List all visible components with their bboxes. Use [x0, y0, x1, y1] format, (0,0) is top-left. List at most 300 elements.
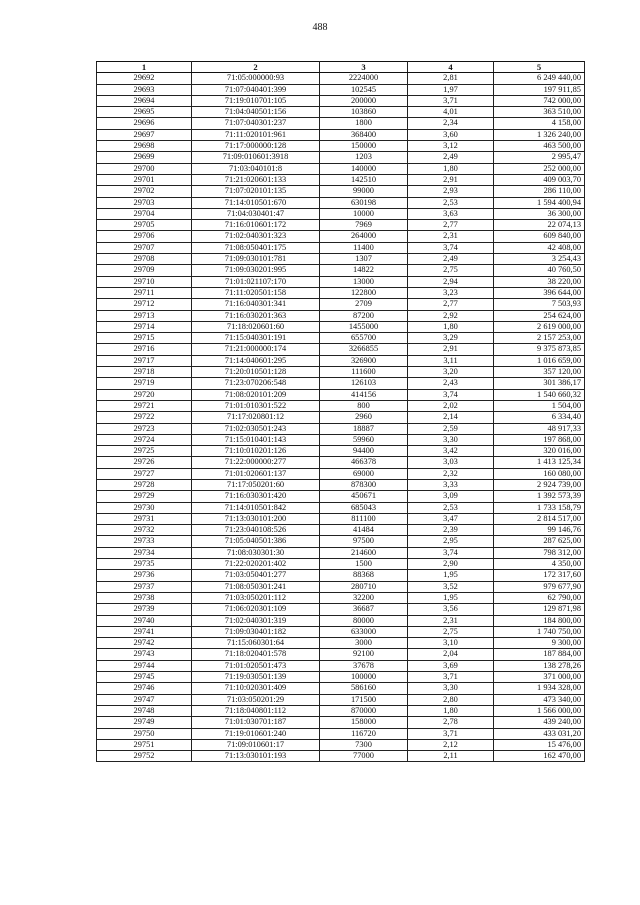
value-cell: 409 003,70 — [494, 174, 585, 185]
value-cell: 433 031,20 — [494, 728, 585, 739]
value-cell: 252 000,00 — [494, 163, 585, 174]
value-cell: 1 740 750,00 — [494, 626, 585, 637]
rate-cell: 3,71 — [408, 95, 494, 106]
value-cell: 160 080,00 — [494, 468, 585, 479]
row-number-cell: 29720 — [97, 389, 192, 400]
area-cell: 37678 — [320, 660, 408, 671]
area-cell: 99000 — [320, 186, 408, 197]
table-row — [97, 412, 585, 423]
row-number-cell: 29729 — [97, 491, 192, 502]
row-number-cell: 29749 — [97, 717, 192, 728]
cadastral-number-cell: 71:22:020201:402 — [192, 559, 320, 570]
rate-cell: 2,32 — [408, 468, 494, 479]
value-cell: 2 995,47 — [494, 152, 585, 163]
table-row — [97, 208, 585, 219]
table-row — [97, 513, 585, 524]
rate-cell: 3,30 — [408, 434, 494, 445]
table-row — [97, 231, 585, 242]
value-cell: 1 392 573,39 — [494, 491, 585, 502]
row-number-cell: 29718 — [97, 367, 192, 378]
area-cell: 685043 — [320, 502, 408, 513]
row-number-cell: 29734 — [97, 547, 192, 558]
table-row — [97, 446, 585, 457]
rate-cell: 3,71 — [408, 728, 494, 739]
value-cell: 1 733 158,79 — [494, 502, 585, 513]
cadastral-number-cell: 71:13:030101:200 — [192, 513, 320, 524]
cadastral-number-cell: 71:08:050301:241 — [192, 581, 320, 592]
area-cell: 88368 — [320, 570, 408, 581]
table-row — [97, 581, 585, 592]
cadastral-number-cell: 71:19:030501:139 — [192, 672, 320, 683]
cadastral-number-cell: 71:13:030101:193 — [192, 751, 320, 762]
rate-cell: 3,42 — [408, 446, 494, 457]
row-number-cell: 29736 — [97, 570, 192, 581]
cadastral-number-cell: 71:09:030101:781 — [192, 254, 320, 265]
rate-cell: 3,33 — [408, 479, 494, 490]
rate-cell: 3,12 — [408, 141, 494, 152]
table-row — [97, 333, 585, 344]
table-row — [97, 389, 585, 400]
cadastral-number-cell: 71:19:010601:240 — [192, 728, 320, 739]
area-cell: 1203 — [320, 152, 408, 163]
column-header-5: 5 — [494, 62, 585, 73]
rate-cell: 2,12 — [408, 739, 494, 750]
value-cell: 36 300,00 — [494, 208, 585, 219]
table-row — [97, 536, 585, 547]
rate-cell: 2,49 — [408, 254, 494, 265]
table-row — [97, 559, 585, 570]
table-row — [97, 615, 585, 626]
rate-cell: 2,77 — [408, 299, 494, 310]
cadastral-number-cell: 71:04:040501:156 — [192, 107, 320, 118]
table-row — [97, 220, 585, 231]
rate-cell: 3,20 — [408, 367, 494, 378]
area-cell: 630198 — [320, 197, 408, 208]
column-header-3: 3 — [320, 62, 408, 73]
row-number-cell: 29727 — [97, 468, 192, 479]
column-header-4: 4 — [408, 62, 494, 73]
rate-cell: 3,69 — [408, 660, 494, 671]
rate-cell: 3,10 — [408, 638, 494, 649]
table-row — [97, 649, 585, 660]
value-cell: 9 300,00 — [494, 638, 585, 649]
area-cell: 59960 — [320, 434, 408, 445]
table-row — [97, 728, 585, 739]
row-number-cell: 29710 — [97, 276, 192, 287]
value-cell: 7 503,93 — [494, 299, 585, 310]
table-row — [97, 344, 585, 355]
rate-cell: 2,91 — [408, 174, 494, 185]
table-row — [97, 242, 585, 253]
cadastral-number-cell: 71:19:010701:105 — [192, 95, 320, 106]
rate-cell: 3,74 — [408, 547, 494, 558]
row-number-cell: 29742 — [97, 638, 192, 649]
row-number-cell: 29735 — [97, 559, 192, 570]
area-cell: 214600 — [320, 547, 408, 558]
area-cell: 280710 — [320, 581, 408, 592]
table-row — [97, 479, 585, 490]
area-cell: 800 — [320, 400, 408, 411]
rate-cell: 3,74 — [408, 389, 494, 400]
page-number: 488 — [312, 22, 328, 33]
value-cell: 197 868,00 — [494, 434, 585, 445]
row-number-cell: 29730 — [97, 502, 192, 513]
rate-cell: 4,01 — [408, 107, 494, 118]
area-cell: 264000 — [320, 231, 408, 242]
area-cell: 7300 — [320, 739, 408, 750]
value-cell: 4 350,00 — [494, 559, 585, 570]
row-number-cell: 29732 — [97, 525, 192, 536]
row-number-cell: 29702 — [97, 186, 192, 197]
cadastral-number-cell: 71:01:010301:522 — [192, 400, 320, 411]
area-cell: 142510 — [320, 174, 408, 185]
row-number-cell: 29752 — [97, 751, 192, 762]
area-cell: 633000 — [320, 626, 408, 637]
rate-cell: 2,31 — [408, 231, 494, 242]
cadastral-number-cell: 71:14:010501:670 — [192, 197, 320, 208]
rate-cell: 1,80 — [408, 321, 494, 332]
table-row — [97, 705, 585, 716]
area-cell: 116720 — [320, 728, 408, 739]
rate-cell: 2,81 — [408, 73, 494, 84]
row-number-cell: 29694 — [97, 95, 192, 106]
value-cell: 62 790,00 — [494, 592, 585, 603]
area-cell: 94400 — [320, 446, 408, 457]
table-row — [97, 592, 585, 603]
cadastral-number-cell: 71:09:030401:182 — [192, 626, 320, 637]
cadastral-number-cell: 71:15:060301:64 — [192, 638, 320, 649]
area-cell: 36687 — [320, 604, 408, 615]
rate-cell: 2,59 — [408, 423, 494, 434]
cadastral-number-cell: 71:03:050401:277 — [192, 570, 320, 581]
value-cell: 6 249 440,00 — [494, 73, 585, 84]
value-cell: 1 504,00 — [494, 400, 585, 411]
rate-cell: 3,30 — [408, 683, 494, 694]
value-cell: 197 911,85 — [494, 84, 585, 95]
cadastral-number-cell: 71:05:040501:386 — [192, 536, 320, 547]
row-number-cell: 29697 — [97, 129, 192, 140]
cadastral-number-cell: 71:06:020301:109 — [192, 604, 320, 615]
cadastral-number-cell: 71:04:030401:47 — [192, 208, 320, 219]
row-number-cell: 29705 — [97, 220, 192, 231]
cadastral-number-cell: 71:22:000000:277 — [192, 457, 320, 468]
area-cell: 586160 — [320, 683, 408, 694]
rate-cell: 3,56 — [408, 604, 494, 615]
cadastral-number-cell: 71:15:010401:143 — [192, 434, 320, 445]
value-cell: 1 934 328,00 — [494, 683, 585, 694]
value-cell: 396 644,00 — [494, 287, 585, 298]
cadastral-number-cell: 71:10:010201:126 — [192, 446, 320, 457]
cadastral-number-cell: 71:23:070206:548 — [192, 378, 320, 389]
area-cell: 3000 — [320, 638, 408, 649]
cadastral-number-cell: 71:09:010601:17 — [192, 739, 320, 750]
area-cell: 200000 — [320, 95, 408, 106]
cadastral-number-cell: 71:10:020301:409 — [192, 683, 320, 694]
rate-cell: 2,02 — [408, 400, 494, 411]
cadastral-number-cell: 71:01:021107:170 — [192, 276, 320, 287]
table-row — [97, 751, 585, 762]
value-cell: 162 470,00 — [494, 751, 585, 762]
rate-cell: 1,95 — [408, 592, 494, 603]
cadastral-number-cell: 71:09:010601:3918 — [192, 152, 320, 163]
cadastral-number-cell: 71:21:000000:174 — [192, 344, 320, 355]
cadastral-number-cell: 71:02:030501:243 — [192, 423, 320, 434]
area-cell: 87200 — [320, 310, 408, 321]
area-cell: 2224000 — [320, 73, 408, 84]
area-cell: 1800 — [320, 118, 408, 129]
table-row — [97, 683, 585, 694]
cadastral-number-cell: 71:08:030301:30 — [192, 547, 320, 558]
area-cell: 171500 — [320, 694, 408, 705]
area-cell: 1500 — [320, 559, 408, 570]
value-cell: 320 016,00 — [494, 446, 585, 457]
table-row — [97, 254, 585, 265]
rate-cell: 3,74 — [408, 242, 494, 253]
value-cell: 254 624,00 — [494, 310, 585, 321]
value-cell: 287 625,00 — [494, 536, 585, 547]
value-cell: 371 000,00 — [494, 672, 585, 683]
row-number-cell: 29733 — [97, 536, 192, 547]
table-row — [97, 717, 585, 728]
table-row — [97, 73, 585, 84]
value-cell: 4 158,00 — [494, 118, 585, 129]
area-cell: 150000 — [320, 141, 408, 152]
row-number-cell: 29709 — [97, 265, 192, 276]
cadastral-number-cell: 71:01:030701:187 — [192, 717, 320, 728]
row-number-cell: 29750 — [97, 728, 192, 739]
row-number-cell: 29692 — [97, 73, 192, 84]
value-cell: 22 074,13 — [494, 220, 585, 231]
cadastral-number-cell: 71:16:030301:420 — [192, 491, 320, 502]
value-cell: 979 677,90 — [494, 581, 585, 592]
row-number-cell: 29714 — [97, 321, 192, 332]
area-cell: 450671 — [320, 491, 408, 502]
area-cell: 111600 — [320, 367, 408, 378]
rate-cell: 1,97 — [408, 84, 494, 95]
table-row — [97, 265, 585, 276]
table-row — [97, 468, 585, 479]
rate-cell: 2,75 — [408, 265, 494, 276]
table-row — [97, 129, 585, 140]
table-row — [97, 84, 585, 95]
rate-cell: 2,14 — [408, 412, 494, 423]
cadastral-number-cell: 71:07:040401:399 — [192, 84, 320, 95]
rate-cell: 2,77 — [408, 220, 494, 231]
area-cell: 18887 — [320, 423, 408, 434]
value-cell: 286 110,00 — [494, 186, 585, 197]
rate-cell: 3,71 — [408, 672, 494, 683]
row-number-cell: 29723 — [97, 423, 192, 434]
rate-cell: 1,80 — [408, 705, 494, 716]
rate-cell: 2,39 — [408, 525, 494, 536]
area-cell: 69000 — [320, 468, 408, 479]
area-cell: 878300 — [320, 479, 408, 490]
cadastral-number-cell: 71:03:050201:29 — [192, 694, 320, 705]
table-row — [97, 310, 585, 321]
value-cell: 357 120,00 — [494, 367, 585, 378]
rate-cell: 2,43 — [408, 378, 494, 389]
table-row — [97, 525, 585, 536]
value-cell: 129 871,98 — [494, 604, 585, 615]
value-cell: 609 840,00 — [494, 231, 585, 242]
value-cell: 38 220,00 — [494, 276, 585, 287]
value-cell: 1 326 240,00 — [494, 129, 585, 140]
row-number-cell: 29743 — [97, 649, 192, 660]
row-number-cell: 29745 — [97, 672, 192, 683]
value-cell: 1 566 000,00 — [494, 705, 585, 716]
row-number-cell: 29746 — [97, 683, 192, 694]
table-row — [97, 186, 585, 197]
row-number-cell: 29724 — [97, 434, 192, 445]
area-cell: 32200 — [320, 592, 408, 603]
rate-cell: 2,31 — [408, 615, 494, 626]
rate-cell: 2,94 — [408, 276, 494, 287]
row-number-cell: 29726 — [97, 457, 192, 468]
value-cell: 184 800,00 — [494, 615, 585, 626]
row-number-cell: 29704 — [97, 208, 192, 219]
area-cell: 7969 — [320, 220, 408, 231]
row-number-cell: 29706 — [97, 231, 192, 242]
rate-cell: 2,53 — [408, 502, 494, 513]
area-cell: 80000 — [320, 615, 408, 626]
table-row — [97, 378, 585, 389]
value-cell: 1 016 659,00 — [494, 355, 585, 366]
rate-cell: 3,29 — [408, 333, 494, 344]
rate-cell: 3,63 — [408, 208, 494, 219]
rate-cell: 3,03 — [408, 457, 494, 468]
row-number-cell: 29744 — [97, 660, 192, 671]
area-cell: 97500 — [320, 536, 408, 547]
table-row — [97, 163, 585, 174]
cadastral-number-cell: 71:18:040801:112 — [192, 705, 320, 716]
rate-cell: 2,53 — [408, 197, 494, 208]
value-cell: 2 157 253,00 — [494, 333, 585, 344]
area-cell: 122800 — [320, 287, 408, 298]
rate-cell: 2,93 — [408, 186, 494, 197]
row-number-cell: 29738 — [97, 592, 192, 603]
cadastral-number-cell: 71:11:020101:961 — [192, 129, 320, 140]
cadastral-number-cell: 71:18:020601:60 — [192, 321, 320, 332]
value-cell: 1 594 400,94 — [494, 197, 585, 208]
column-header-2: 2 — [192, 62, 320, 73]
table-row — [97, 423, 585, 434]
rate-cell: 2,91 — [408, 344, 494, 355]
area-cell: 466378 — [320, 457, 408, 468]
rate-cell: 2,11 — [408, 751, 494, 762]
table-row — [97, 107, 585, 118]
cadastral-number-cell: 71:21:020601:133 — [192, 174, 320, 185]
cadastral-number-cell: 71:14:010501:842 — [192, 502, 320, 513]
table-row — [97, 95, 585, 106]
rate-cell: 1,95 — [408, 570, 494, 581]
area-cell: 100000 — [320, 672, 408, 683]
area-cell: 414156 — [320, 389, 408, 400]
area-cell: 2960 — [320, 412, 408, 423]
value-cell: 15 476,00 — [494, 739, 585, 750]
cadastral-number-cell: 71:02:040301:319 — [192, 615, 320, 626]
table-row — [97, 672, 585, 683]
row-number-cell: 29703 — [97, 197, 192, 208]
value-cell: 172 317,60 — [494, 570, 585, 581]
cadastral-number-cell: 71:17:020801:12 — [192, 412, 320, 423]
cadastral-value-table — [96, 61, 585, 762]
table-row — [97, 152, 585, 163]
table-row — [97, 400, 585, 411]
value-cell: 1 540 660,32 — [494, 389, 585, 400]
area-cell: 13000 — [320, 276, 408, 287]
area-cell: 368400 — [320, 129, 408, 140]
area-cell: 3266855 — [320, 344, 408, 355]
rate-cell: 2,92 — [408, 310, 494, 321]
value-cell: 48 917,33 — [494, 423, 585, 434]
value-cell: 40 760,50 — [494, 265, 585, 276]
rate-cell: 2,34 — [408, 118, 494, 129]
rate-cell: 3,52 — [408, 581, 494, 592]
table-row — [97, 287, 585, 298]
row-number-cell: 29700 — [97, 163, 192, 174]
row-number-cell: 29698 — [97, 141, 192, 152]
area-cell: 655700 — [320, 333, 408, 344]
cadastral-number-cell: 71:02:040301:323 — [192, 231, 320, 242]
value-cell: 6 334,40 — [494, 412, 585, 423]
column-header-1: 1 — [97, 62, 192, 73]
cadastral-number-cell: 71:18:020401:578 — [192, 649, 320, 660]
area-cell: 10000 — [320, 208, 408, 219]
row-number-cell: 29748 — [97, 705, 192, 716]
area-cell: 41484 — [320, 525, 408, 536]
row-number-cell: 29747 — [97, 694, 192, 705]
table-row — [97, 638, 585, 649]
table-row — [97, 626, 585, 637]
row-number-cell: 29737 — [97, 581, 192, 592]
row-number-cell: 29708 — [97, 254, 192, 265]
area-cell: 77000 — [320, 751, 408, 762]
cadastral-number-cell: 71:15:040301:191 — [192, 333, 320, 344]
area-cell: 92100 — [320, 649, 408, 660]
row-number-cell: 29712 — [97, 299, 192, 310]
cadastral-number-cell: 71:17:000000:128 — [192, 141, 320, 152]
rate-cell: 2,75 — [408, 626, 494, 637]
cadastral-number-cell: 71:14:040601:295 — [192, 355, 320, 366]
row-number-cell: 29731 — [97, 513, 192, 524]
value-cell: 99 146,76 — [494, 525, 585, 536]
rate-cell: 3,09 — [408, 491, 494, 502]
rate-cell: 3,11 — [408, 355, 494, 366]
row-number-cell: 29696 — [97, 118, 192, 129]
table-row — [97, 570, 585, 581]
cadastral-number-cell: 71:23:040108:526 — [192, 525, 320, 536]
table-row — [97, 276, 585, 287]
value-cell: 138 278,26 — [494, 660, 585, 671]
rate-cell: 3,23 — [408, 287, 494, 298]
table-row — [97, 547, 585, 558]
cadastral-number-cell: 71:20:010501:128 — [192, 367, 320, 378]
area-cell: 326900 — [320, 355, 408, 366]
row-number-cell: 29701 — [97, 174, 192, 185]
area-cell: 158000 — [320, 717, 408, 728]
table-row — [97, 118, 585, 129]
row-number-cell: 29707 — [97, 242, 192, 253]
value-cell: 9 375 873,85 — [494, 344, 585, 355]
value-cell: 439 240,00 — [494, 717, 585, 728]
rate-cell: 3,60 — [408, 129, 494, 140]
rate-cell: 2,78 — [408, 717, 494, 728]
row-number-cell: 29721 — [97, 400, 192, 411]
value-cell: 742 000,00 — [494, 95, 585, 106]
cadastral-number-cell: 71:08:050401:175 — [192, 242, 320, 253]
rate-cell: 2,49 — [408, 152, 494, 163]
cadastral-number-cell: 71:16:010601:172 — [192, 220, 320, 231]
